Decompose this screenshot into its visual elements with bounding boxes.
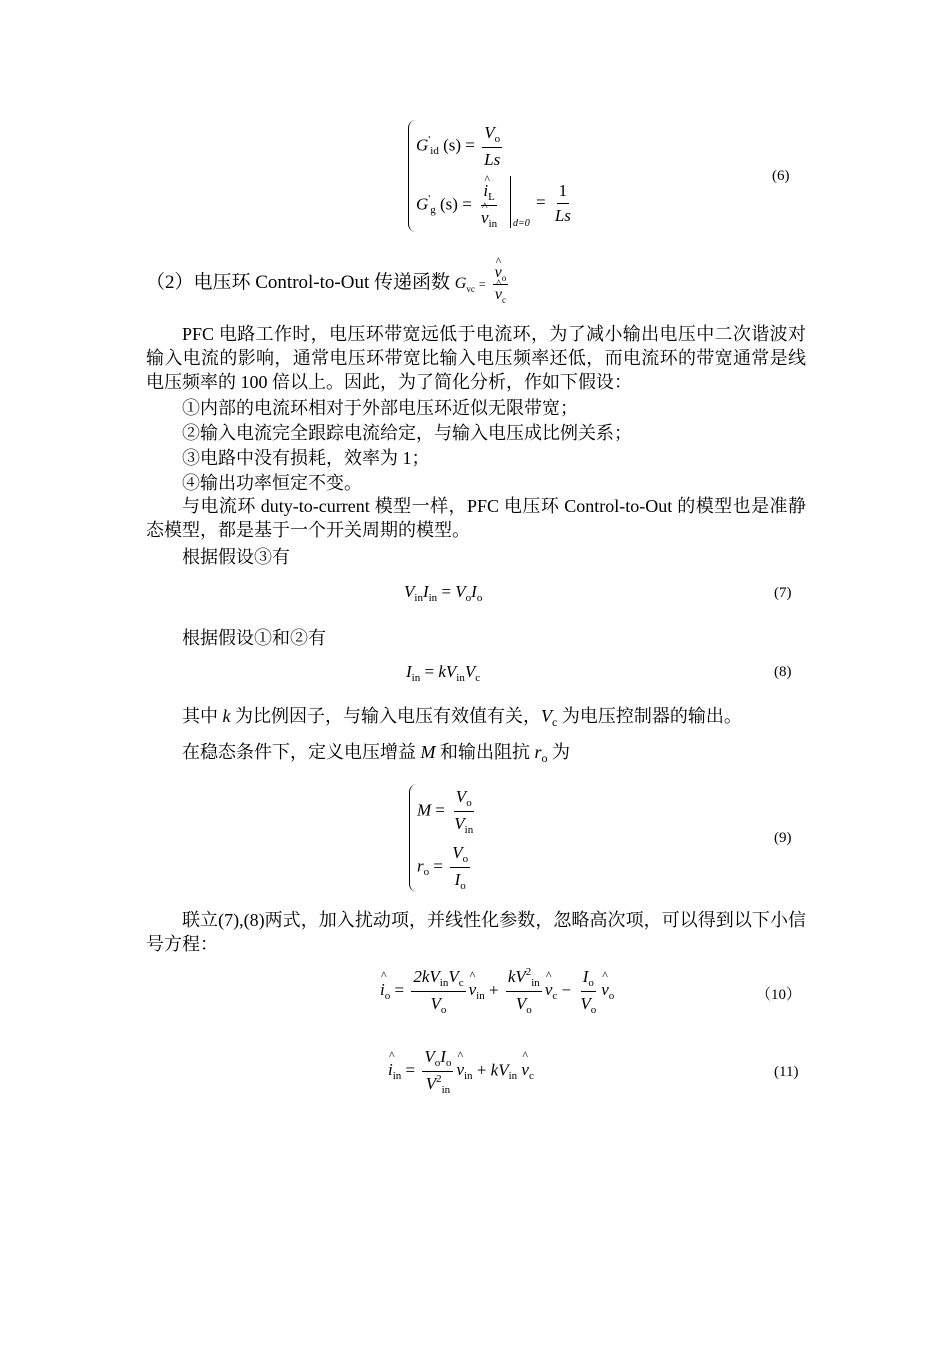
paragraph: 在稳态条件下，定义电压增益 M 和输出阻抗 $r_o$ 为 xyxy=(182,742,571,765)
equation-7: $V_{in}I_{in} = V_oI_o$ xyxy=(404,582,483,604)
section-heading: （2）电压环 Control-to-Out 传递函数 $G_{vc}$ = ^ $v_o$ ^ $v_c$ xyxy=(146,264,511,305)
equation-number: (8) xyxy=(774,664,792,680)
paragraph: 根据假设③有 xyxy=(182,547,290,567)
fraction: $\frac{V_o}{V_{in}}$ xyxy=(454,787,474,836)
equation-11: ^ $i_{in}$ = $\frac{V_oI_o}{V^2_{in}}$ ^ $v_{in} + kV_{in}$ ^ $v_c$ xyxy=(388,1046,534,1097)
fraction: $\frac{I_o}{V_o}$ xyxy=(580,967,597,1016)
fraction: ^ $v_o$ ^ $v_c$ xyxy=(493,264,509,305)
eval-subscript: d=0 xyxy=(513,218,530,229)
eq6-rhs: = $\frac{1}{Ls}$ xyxy=(536,181,571,225)
fraction: $\frac{2kV_{in}V_c}{V_o}$ xyxy=(413,967,464,1016)
fraction: $\frac{1}{Ls}$ xyxy=(554,181,571,225)
assumption-3: ③电路中没有损耗，效率为 1； xyxy=(182,448,430,468)
equation-number: (9) xyxy=(774,830,792,846)
equation-10: ^ $i_o$ = $\frac{2kV_{in}V_c}{V_o}$ ^ $v_{in}$ + $\frac{kV^2_{in}}{V_o}$ ^ $v_c$ − $\frac{I_o}{V_o}$ ^ $v_o$ xyxy=(380,966,614,1017)
equation-number: （10） xyxy=(756,987,802,1003)
assumption-1: ①内部的电流环相对于外部电压环近似无限带宽； xyxy=(182,398,578,418)
equation-number: (7) xyxy=(774,585,792,601)
eq6-line2: $G'_g$ (s) = ^ $i_L$ ^ $v_{in}$ xyxy=(416,180,502,231)
paragraph: 根据假设①和②有 xyxy=(182,628,326,648)
fraction: $\frac{kV^2_{in}}{V_o}$ xyxy=(507,966,540,1016)
fraction: $\frac{V_o}{Ls}$ xyxy=(484,123,501,169)
eq9-line1: M = $\frac{V_o}{V_{in}}$ xyxy=(417,787,474,836)
paragraph: 与电流环 duty-to-current 模型一样，PFC 电压环 Control-to-Out 的模型也是准静态模型，都是基于一个开关周期的模型。 xyxy=(146,496,806,540)
assumption-2: ②输入电流完全跟踪电流给定，与输入电压成比例关系； xyxy=(182,423,632,443)
equation-number: (6) xyxy=(772,168,790,184)
paragraph: 其中 k 为比例因子，与输入电压有效值有关，$V_c$ 为电压控制器的输出。 xyxy=(182,706,742,729)
equation-number: (11) xyxy=(774,1064,799,1080)
fraction: ^ $i_L$ ^ $v_{in}$ xyxy=(479,180,499,231)
eq6-line1: $G'_{id}$ (s) = $\frac{V_o}{Ls}$ xyxy=(416,123,501,169)
assumption-4: ④输出功率恒定不变。 xyxy=(182,473,362,493)
paragraph: 联立(7),(8)两式，加入扰动项，并线性化参数，忽略高次项，可以得到以下小信号方程： xyxy=(146,910,806,954)
fraction: $\frac{V_o}{I_o}$ xyxy=(452,843,469,892)
equation-8: $I_{in} = kV_{in}V_c$ xyxy=(406,662,481,684)
fraction: $\frac{V_oI_o}{V^2_{in}}$ xyxy=(424,1047,452,1096)
paragraph: PFC 电路工作时，电压环带宽远低于电流环，为了减小输出电压中二次谐波对输入电流的影响，通常电压环带宽比输入电压频率还低，而电流环的带宽通常是线电压频率的 100 倍以上。因此，为了简化分析，作如下假设： xyxy=(146,324,806,392)
eq9-line2: $r_o$ = $\frac{V_o}{I_o}$ xyxy=(417,843,469,892)
evaluation-bar xyxy=(510,176,511,228)
